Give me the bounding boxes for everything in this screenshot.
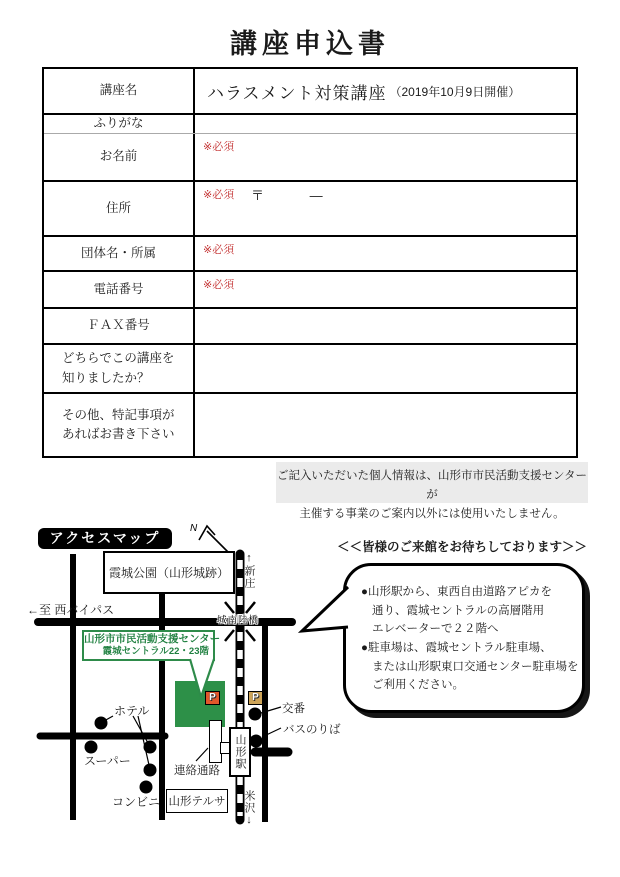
row-label: ＦＡＸ番号 [87,318,150,333]
phone-field [195,272,576,307]
table-row-phone [44,272,576,309]
course-date: （2019年10月9日開催） [389,84,521,99]
required-badge: ※必須 [203,244,235,256]
row-label: どちらでこの講座を [62,351,175,366]
postal-mark: 〒 [251,188,265,203]
postal-dash: ― [309,188,323,203]
required-badge: ※必須 [203,279,235,291]
roads [38,554,292,822]
required-badge: ※必須 [203,189,235,201]
table-row-fax [44,309,576,345]
hotel-dot [95,717,108,730]
directions-text: 通り、霞城セントラルの高層階用 [372,604,545,617]
parking-text: ご利用ください。 [372,679,464,692]
yamagata-station-box [229,727,251,777]
support-center-name: 山形市市民活動支援センター [84,633,221,645]
table-row-course [44,69,576,115]
notes-field [195,394,576,456]
table-row-name [44,134,576,182]
welcome-heading: ＜＜皆様のご来館をお待ちしております＞＞ [336,540,587,554]
name-field [195,134,576,180]
hotel-label: ホテル [114,704,150,718]
hotel-dot [144,764,157,777]
address-field [195,182,576,235]
north-arrow-icon [190,523,228,552]
table-row-furigana [44,115,576,134]
how-did-you-hear-field [195,345,576,392]
directions-bubble [343,563,585,713]
privacy-note-line: ご記入いただいた個人情報は、山形市市民活動支援センターが [276,470,588,501]
row-label: あればお書き下さい [62,427,175,441]
bubble-tail [296,583,352,635]
parking-icon-station: P [248,691,263,705]
parking-icon-kajo: P [205,691,220,705]
parking-text: 駐車場は、霞城セントラル駐車場、 [367,641,552,654]
west-bypass-label: ←至 西バイパス [27,603,115,617]
access-map-title: アクセスマップ [38,528,172,549]
north-label: N [190,523,198,534]
to-yonezawa-label: 米沢↓ [243,790,255,827]
table-row-notes [44,394,576,456]
furigana-field [195,115,576,133]
directions-text: エレベーターで２２階へ [372,623,499,636]
koban-dot [249,708,262,721]
kajo-park-label: 霞城公園（山形城跡） [108,566,229,580]
table-row-address [44,182,576,237]
privacy-note [276,462,588,520]
support-center-callout [82,630,221,661]
row-label: 講座名 [99,83,138,98]
super-label: スーパー [84,754,131,768]
row-label: 知りましたか？ [62,370,150,385]
page-title: 講座申込書 [230,29,390,59]
kajo-park-box [103,551,235,594]
table-row-how-did-you-hear [44,345,576,394]
yamagata-terrsa-box [166,789,228,813]
row-label: ふりがな [93,116,144,131]
directions-text: 山形駅から、東西自由道路アピカを [367,586,552,598]
koban-label: 交番 [282,703,305,715]
yamagata-terrsa-label: 山形テルサ [168,796,226,808]
parking-text: または山形駅東口交通センター駐車場を [372,660,579,673]
row-label: 団体名・所属 [80,245,156,260]
row-label: 住所 [105,200,131,215]
conbini-label: コンビニ [112,795,161,809]
row-label: お名前 [99,149,138,164]
organization-field [195,237,576,270]
application-table [42,67,578,458]
yamagata-station-label: 山形駅 [234,734,246,770]
to-shinjo-label: ↑新庄 [243,552,255,589]
bullet-icon: ● [361,641,368,654]
connecting-passage-label: 連絡通路 [174,765,220,777]
conbini-dot [140,781,153,794]
row-label: 電話番号 [93,281,144,296]
support-center-floor: 霞城セントラル22・23階 [102,646,209,657]
required-badge: ※必須 [203,141,235,153]
table-row-organization [44,237,576,272]
bullet-icon: ● [361,586,368,598]
bus-stop-dot [250,735,263,748]
row-label: その他、特記事項が [62,407,175,422]
bus-stop-label: バスのりば [283,724,341,736]
course-name: ハラスメント対策講座 [207,83,387,103]
privacy-note-line: 主催する事業のご案内以外には使用いたしません。 [299,507,565,520]
fax-field [195,309,576,343]
jonan-overpass-label: 城南陸橋 [217,615,260,626]
